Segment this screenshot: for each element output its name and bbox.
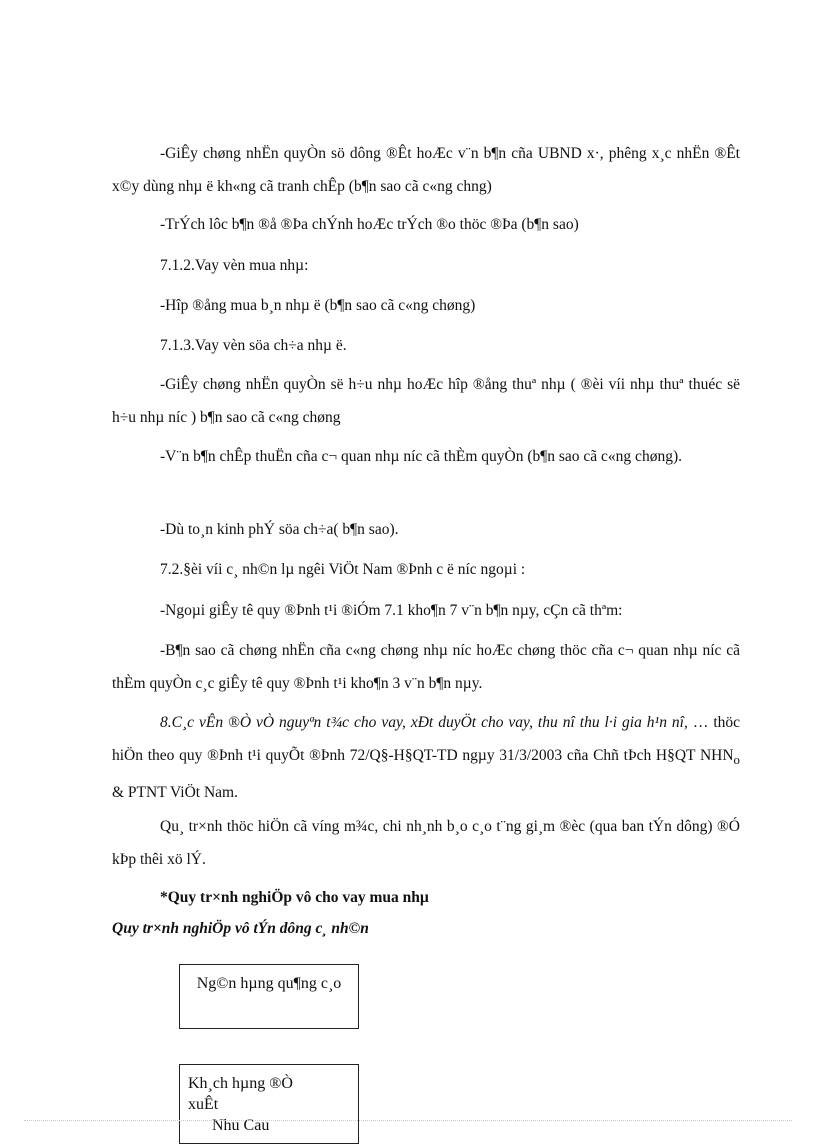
- section-8-end: & PTNT ViÖt Nam.: [112, 784, 238, 802]
- heading-credit-process: Quy tr×nh nghiÖp vô tÝn dông c¸ nh©n: [112, 920, 369, 937]
- section-8-title: 8.C¸c vÊn ®Ò vÒ nguyªn t¾c cho vay, xÐt duyÖt cho vay, thu nî thu l·i gia h¹n nî,: [160, 714, 688, 731]
- paragraph-additional-documents: -Ngoµi giÊy tê quy ®Þnh t¹i ®iÓm 7.1 kho¶n 7 v¨n b¶n nµy, cÇn cã thªm:: [160, 602, 623, 619]
- paragraph-purchase-contract: -Hîp ®ång mua b¸n nhµ ë (b¶n sao cã c«ng chøng): [160, 297, 476, 314]
- flow-box-customer-line1: Kh¸ch hµng ®Ò: [188, 1075, 293, 1092]
- paragraph-reporting: Qu¸ tr×nh thöc hiÖn cã víng m¾c, chi nh¸nh b¸o c¸o t¨ng gi¸m ®èc (qua ban tÝn dông) ®Ó kÞp thêi xö lÝ.: [112, 818, 740, 868]
- paragraph-notarized-copies: -B¶n sao cã chøng nhËn cña c«ng chøng nhµ níc hoÆc chøng thöc cña c¬ quan nhµ níc cã thÈm quyÒn c¸c giÊy tê quy ®Þnh t¹i kho¶n 3 v¨n b¶n nµy.: [112, 642, 740, 692]
- flow-box-customer-line2: xuÊt: [188, 1096, 219, 1113]
- page-bottom-divider: [24, 1120, 792, 1121]
- paragraph-land-certificate: -GiÊy chøng nhËn quyÒn sö dông ®Êt hoÆc v¨n b¶n cña UBND x·, phêng x¸c nhËn ®Êt x©y dùng nhµ ë kh«ng cã tranh chÊp (b¶n sao cã c«ng chng): [112, 145, 740, 195]
- heading-7-1-2: 7.1.2.Vay vèn mua nhµ:: [160, 257, 309, 274]
- flow-box-bank-advertising-label: Ng©n hµng qu¶ng c¸o: [196, 975, 342, 992]
- paragraph-house-ownership: -GiÊy chøng nhËn quyÒn së h÷u nhµ hoÆc hîp ®ång thuª nhµ ( ®èi víi nhµ thuª thuéc së h÷u nhµ níc ) b¶n sao cã c«ng chøng: [112, 376, 740, 426]
- paragraph-approval-document: -V¨n b¶n chÊp thuËn cña c¬ quan nhµ níc cã thÈm quyÒn (b¶n sao cã c«ng chøng).: [160, 448, 682, 465]
- heading-7-1-3: 7.1.3.Vay vèn söa ch÷a nhµ ë.: [160, 337, 347, 354]
- paragraph-section-8: [112, 706, 740, 809]
- section-8-text: … thöc hiÖn theo quy ®Þnh t¹i quyÕt ®Þnh 72/Q§-H§QT-TD ngµy 31/3/2003 cña Chñ tÞch H§QT NHN: [112, 714, 741, 764]
- heading-loan-process: *Quy tr×nh nghiÖp vô cho vay mua nhµ: [160, 889, 429, 906]
- flow-box-customer-proposal: [179, 1064, 359, 1144]
- heading-7-2: 7.2.§èi víi c¸ nh©n lµ ngêi ViÖt Nam ®Þnh c ë níc ngoµi :: [160, 561, 526, 578]
- section-8-subscript: o: [733, 752, 740, 768]
- flow-box-bank-advertising: [179, 964, 359, 1029]
- flow-box-customer-line3: Nhu Cau: [212, 1117, 270, 1134]
- paragraph-repair-estimate: -Dù to¸n kinh phÝ söa ch÷a( b¶n sao).: [160, 521, 399, 538]
- paragraph-cadastral-map: -TrÝch lôc b¶n ®å ®Þa chÝnh hoÆc trÝch ®o thöc ®Þa (b¶n sao): [160, 216, 579, 233]
